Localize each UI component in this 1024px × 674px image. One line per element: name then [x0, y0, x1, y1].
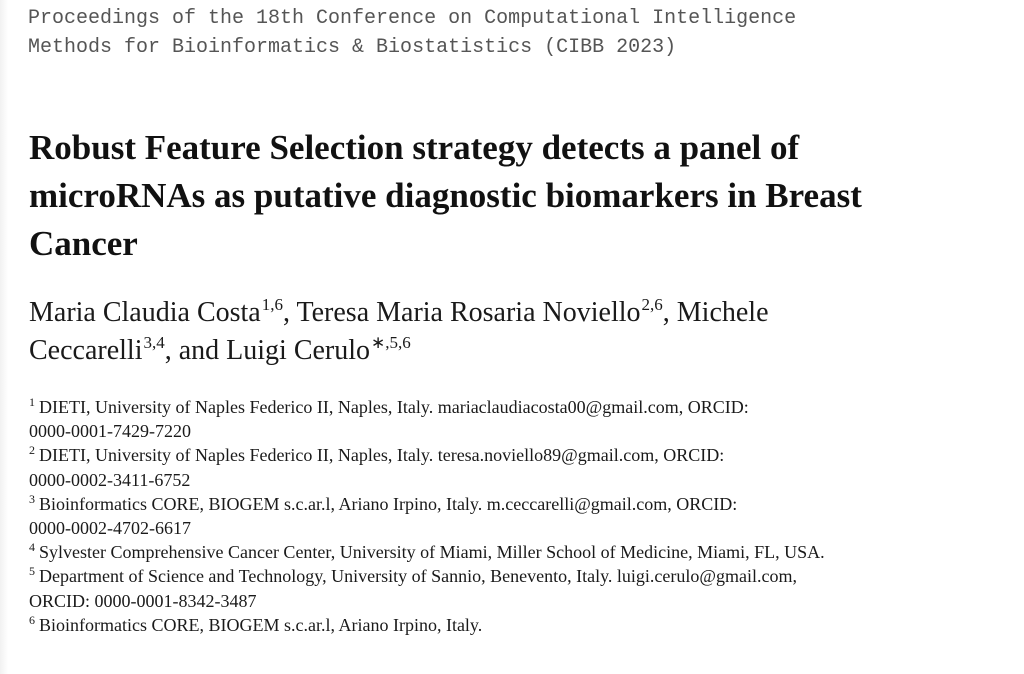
- affiliation-text: Bioinformatics CORE, BIOGEM s.c.ar.l, Ariano Irpino, Italy. m.ceccarelli@gmail.com, ORCID:: [39, 493, 738, 514]
- author-separator: , Michele: [662, 297, 769, 328]
- affiliation-list: [29, 395, 1019, 637]
- author-affiliation-marker: 1,6: [261, 295, 283, 314]
- proceedings-line-2: Methods for Bioinformatics & Biostatistics (CIBB 2023): [28, 36, 677, 59]
- author-affiliation-marker: 2,6: [641, 295, 663, 314]
- affiliation-number: 6: [29, 612, 35, 627]
- affiliation-text: Sylvester Comprehensive Cancer Center, University of Miami, Miller School of Medicine, Miami, FL, USA.: [39, 542, 825, 563]
- authors-line-1: [29, 294, 1009, 332]
- affiliation-number: 4: [29, 540, 35, 555]
- page-edge-shadow: [0, 0, 8, 674]
- affiliation-1-line-2: 0000-0001-7429-7220: [29, 421, 191, 442]
- affiliation-text: Bioinformatics CORE, BIOGEM s.c.ar.l, Ariano Irpino, Italy.: [39, 614, 483, 635]
- author-affiliation-marker: ∗,5,6: [371, 333, 411, 352]
- author-name: Ceccarelli: [29, 335, 143, 366]
- affiliation-4-line-1: [29, 540, 1019, 564]
- affiliation-number: 3: [29, 491, 35, 506]
- title-line-2: microRNAs as putative diagnostic biomarkers in Breast: [29, 176, 862, 215]
- affiliation-1-line-1: [29, 395, 1019, 419]
- author-separator: , and Luigi Cerulo: [164, 335, 371, 366]
- affiliation-2-line-1: [29, 443, 1019, 467]
- affiliation-2-line-2: 0000-0002-3411-6752: [29, 469, 191, 490]
- affiliation-number: 5: [29, 564, 35, 579]
- affiliation-text: DIETI, University of Naples Federico II, Naples, Italy. teresa.noviello89@gmail.com, ORCID:: [39, 445, 725, 466]
- title-line-1: Robust Feature Selection strategy detects a panel of: [29, 128, 800, 167]
- affiliation-5-line-1: [29, 564, 1019, 588]
- paper-title: [29, 124, 1009, 268]
- affiliation-number: 2: [29, 443, 35, 458]
- title-line-3: Cancer: [29, 224, 138, 263]
- affiliation-6-line-1: [29, 613, 1019, 637]
- author-affiliation-marker: 3,4: [143, 333, 165, 352]
- author-separator: , Teresa Maria Rosaria Noviello: [282, 297, 641, 328]
- affiliation-3-line-1: [29, 492, 1019, 516]
- proceedings-header: [28, 4, 1018, 62]
- proceedings-line-1: Proceedings of the 18th Conference on Computational Intelligence: [28, 7, 797, 30]
- authors-line-2: [29, 332, 1009, 370]
- author-name: Maria Claudia Costa: [29, 297, 261, 328]
- author-list: [29, 294, 1009, 370]
- affiliation-3-line-2: 0000-0002-4702-6617: [29, 518, 191, 539]
- affiliation-5-line-2: ORCID: 0000-0001-8342-3487: [29, 590, 257, 611]
- affiliation-text: DIETI, University of Naples Federico II, Naples, Italy. mariaclaudiacosta00@gmail.com, ORCID:: [39, 397, 749, 417]
- affiliation-text: Department of Science and Technology, University of Sannio, Benevento, Italy. luigi.cerulo@gmail.com,: [39, 566, 797, 587]
- affiliation-number: 1: [29, 395, 35, 409]
